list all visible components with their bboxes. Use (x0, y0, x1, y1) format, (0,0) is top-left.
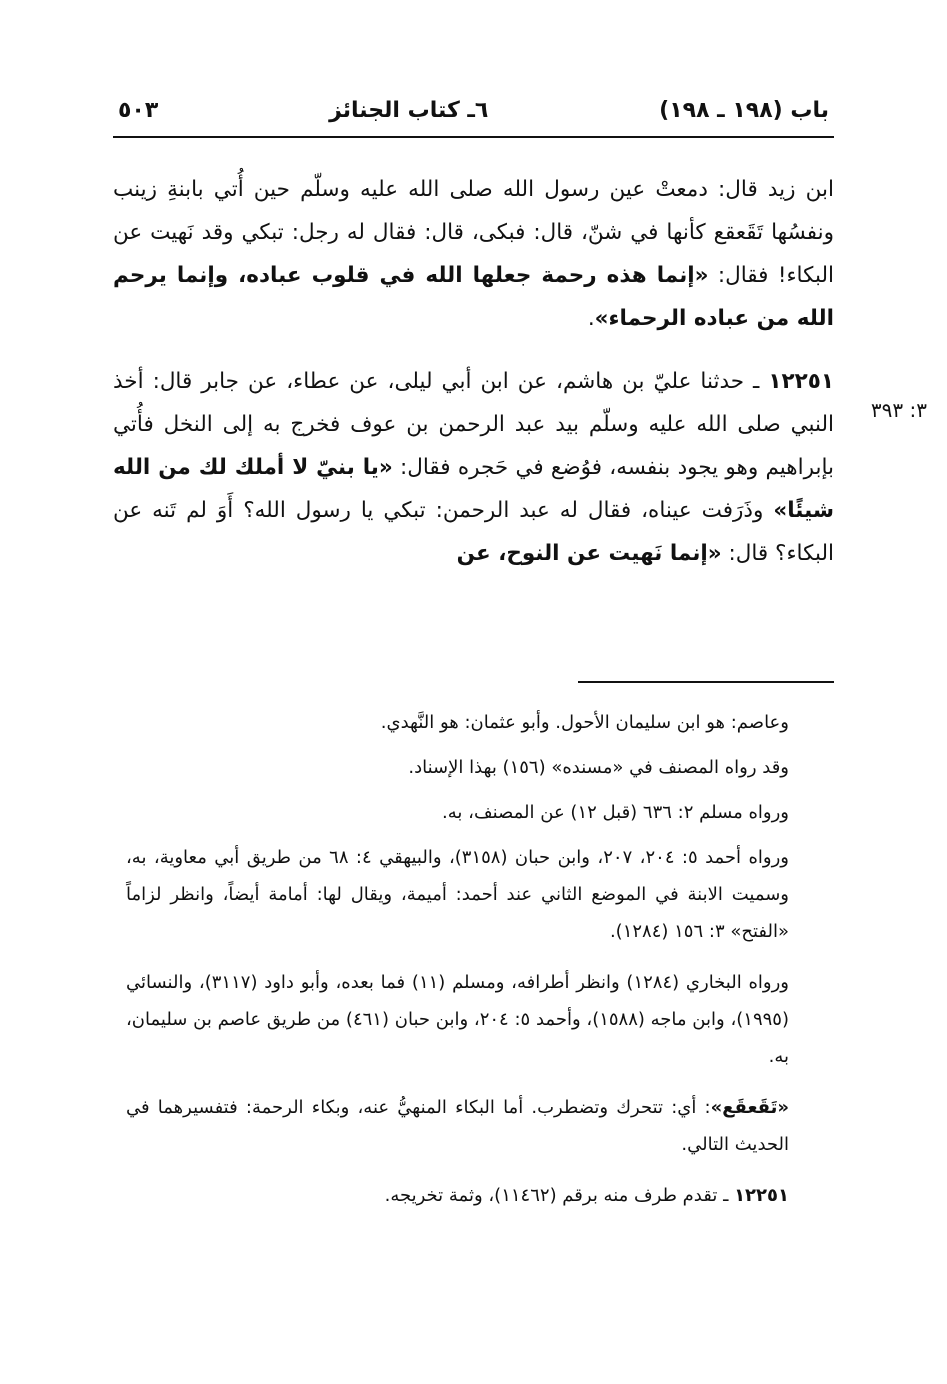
footnote: ورواه مسلم ٢: ٦٣٦ (قبل ١٢) عن المصنف، به. (442, 802, 789, 823)
page-number: ٥٠٣ (118, 97, 159, 123)
footnote: وقد رواه المصنف في «مسنده» (١٥٦) بهذا الإسناد. (408, 757, 789, 778)
hadith-reference: ٣: ٣٩٣ (870, 398, 927, 422)
hadith-quote: «يا بنيّ لا أملك لك من الله شيئًا» (113, 455, 834, 523)
hadith-number: ١٢٢٥١ (768, 369, 834, 394)
page-header (118, 86, 829, 134)
footnotes (126, 704, 789, 1228)
main-text (113, 168, 834, 575)
paragraph-text: وذَرَفت عيناه، فقال له عبد الرحمن: تبكي يا رسول الله؟ أَوَ لم تَنه عن البكاء؟ قال: (113, 498, 834, 566)
book-title: ٦ـ كتاب الجنائز (329, 97, 489, 123)
footnote (126, 1177, 789, 1214)
footnote-divider (578, 681, 834, 683)
chapter-heading: باب (١٩٨ ـ ١٩٨) (659, 97, 829, 123)
paragraph-text: ابن زيد قال: دمعتْ عين رسول الله صلى الله عليه وسلّم حين أُتي بابنةِ زينب ونفسُها تَقَعقع كأنها في شنّ، قال: فبكى، قال: فقال له رجل: تبكي وقد نَهيت عن البكاء! فقال: (113, 177, 834, 288)
footnote (126, 1089, 789, 1163)
footnote-number: ١٢٢٥١ (734, 1185, 789, 1206)
footnote: ورواه البخاري (١٢٨٤) وانظر أطرافه، ومسلم (١١) فما بعده، وأبو داود (٣١١٧)، والنسائي (١٩٩٥)، وابن ماجه (١٥٨٨)، وأحمد ٥: ٢٠٤، وابن حبان (٤٦١) من طريق عاصم بن سليمان، به. (126, 972, 789, 1067)
paragraph-text: ـ حدثنا عليّ بن هاشم، عن ابن أبي ليلى، عن عطاء، عن جابر قال: أخذ النبي صلى الله عليه وسلّم بيد عبد الرحمن بن عوف فخرج به إلى النخل فأُتي بإبراهيم وهو يجود بنفسه، فوُضع في حَجره فقال: (113, 369, 834, 480)
footnote-text: ـ تقدم طرف منه برقم (١١٤٦٢)، وثمة تخريجه. (384, 1185, 735, 1206)
footnote: ورواه أحمد ٥: ٢٠٤، ٢٠٧، وابن حبان (٣١٥٨)، والبيهقي ٤: ٦٨ من طريق أبي معاوية، به، وسميت الابنة في الموضع الثاني عند أحمد: أميمة، ويقال لها: أمامة أيضاً، وانظر لزاماً «الفتح» ٣: ١٥٦ (١٢٨٤). (126, 847, 789, 942)
footnote-text: : أي: تتحرك وتضطرب. أما البكاء المنهيُّ عنه، وبكاء الرحمة: فتفسيرهما في الحديث التالي. (126, 1097, 789, 1155)
hadith-quote: «إنما هذه رحمة جعلها الله في قلوب عباده، وإنما يرحم الله من عباده الرحماء» (113, 263, 834, 331)
footnote-term: «تَقَعقَع» (710, 1097, 789, 1118)
header-divider (113, 136, 834, 138)
hadith-paragraph (113, 360, 834, 575)
paragraph-end: . (587, 306, 595, 331)
footnote: وعاصم: هو ابن سليمان الأحول. وأبو عثمان: هو النَّهدي. (380, 712, 789, 733)
hadith-quote: «إنما نَهيت عن النوح، عن (456, 541, 722, 566)
paragraph-continuation (113, 168, 834, 340)
